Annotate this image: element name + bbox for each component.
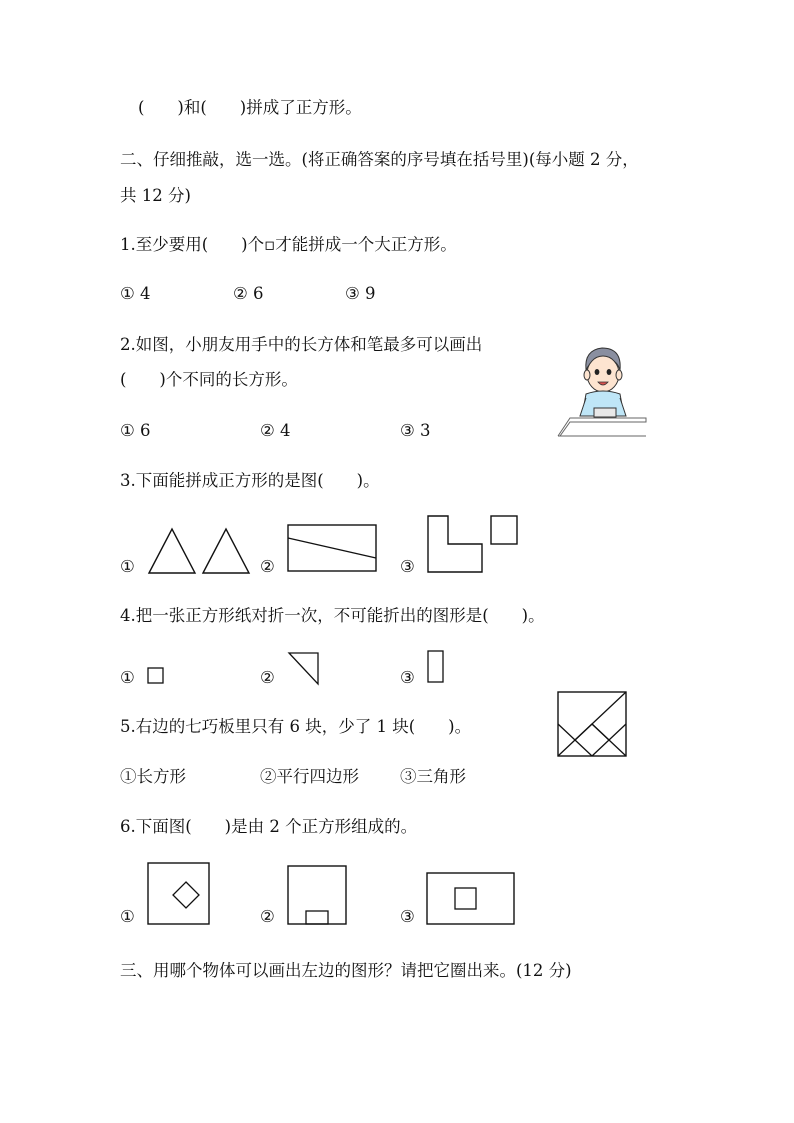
q3-figure-l-shape-and-square[interactable] <box>426 514 520 574</box>
q4-figure-tall-rectangle[interactable] <box>427 650 445 684</box>
q4-marker-3[interactable]: ③ <box>400 668 415 687</box>
q6-marker-3[interactable]: ③ <box>400 907 415 926</box>
q2-option-3[interactable]: ③ 3 <box>400 421 431 440</box>
section-2-heading-cont: 共 12 分) <box>120 186 191 205</box>
q5-option-1[interactable]: ①长方形 <box>120 767 186 786</box>
q4-marker-2[interactable]: ② <box>260 668 275 687</box>
q6-figure-square-with-bottom-rectangle[interactable] <box>287 865 349 927</box>
q3-figure-split-rectangle[interactable] <box>287 524 379 574</box>
question-3: 3.下面能拼成正方形的是图( )。 <box>120 471 380 490</box>
q3-marker-1[interactable]: ① <box>120 557 135 576</box>
question-2-cont: ( )个不同的长方形。 <box>120 370 298 389</box>
q4-figure-right-triangle[interactable] <box>287 651 321 687</box>
q3-marker-3[interactable]: ③ <box>400 557 415 576</box>
q5-option-3[interactable]: ③三角形 <box>400 767 466 786</box>
question-4: 4.把一张正方形纸对折一次，不可能折出的图形是( )。 <box>120 606 545 625</box>
section-2-heading: 二、仔细推敲，选一选。(将正确答案的序号填在括号里)(每小题 2 分， <box>120 150 639 169</box>
q2-option-1[interactable]: ① 6 <box>120 421 151 440</box>
q6-figure-square-with-diamond[interactable] <box>147 862 211 926</box>
q3-figure-two-triangles[interactable] <box>147 527 251 575</box>
tangram-figure <box>556 690 628 758</box>
child-with-cuboid-illustration <box>556 342 648 438</box>
intro-line: ( )和( )拼成了正方形。 <box>138 98 362 117</box>
q1-option-2[interactable]: ② 6 <box>233 284 264 303</box>
q4-marker-1[interactable]: ① <box>120 668 135 687</box>
question-5: 5.右边的七巧板里只有 6 块，少了 1 块( )。 <box>120 717 472 736</box>
q4-figure-small-square[interactable] <box>147 667 165 685</box>
q6-marker-2[interactable]: ② <box>260 907 275 926</box>
question-1: 1.至少要用( )个▫才能拼成一个大正方形。 <box>120 235 457 254</box>
q6-marker-1[interactable]: ① <box>120 907 135 926</box>
q6-figure-rectangle-with-square[interactable] <box>426 872 516 926</box>
q3-marker-2[interactable]: ② <box>260 557 275 576</box>
question-6: 6.下面图( )是由 2 个正方形组成的。 <box>120 817 418 836</box>
question-2: 2.如图，小朋友用手中的长方体和笔最多可以画出 <box>120 335 483 354</box>
q2-option-2[interactable]: ② 4 <box>260 421 291 440</box>
section-3-heading: 三、用哪个物体可以画出左边的图形？请把它圈出来。(12 分) <box>120 961 572 980</box>
q1-option-1[interactable]: ① 4 <box>120 284 151 303</box>
q5-option-2[interactable]: ②平行四边形 <box>260 767 359 786</box>
q1-option-3[interactable]: ③ 9 <box>345 284 376 303</box>
